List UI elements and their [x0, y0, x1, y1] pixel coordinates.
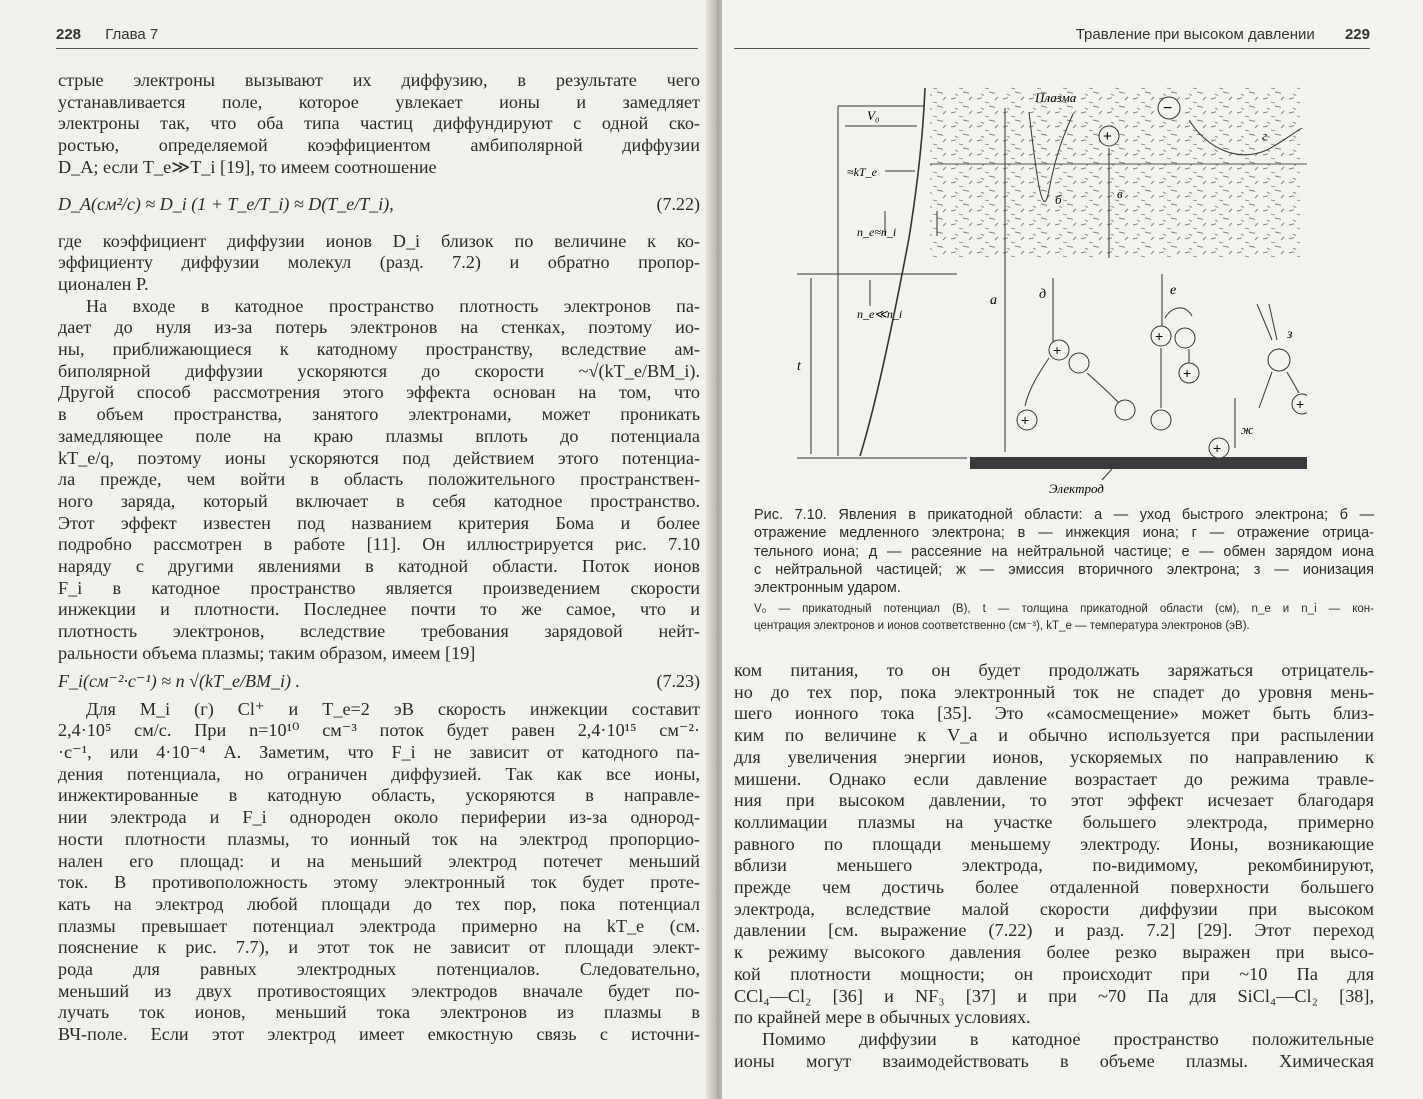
chapter-title: Глава 7 — [105, 26, 159, 43]
scatter-path-1 — [1025, 358, 1049, 406]
equation-number: (7.23) — [656, 670, 700, 691]
text-line: дает до нуля из-за потерь электронов на стенках, поэтому ио- — [58, 317, 700, 338]
exchange-arrow — [1165, 308, 1192, 318]
text-line: замедляющее поле на краю плазмы вплоть до потенциала — [58, 425, 700, 446]
text-line: ности плотности плазмы, то ионный ток на электрод пропорцио- — [58, 828, 700, 849]
negative-sign: − — [1163, 100, 1173, 117]
neutral-d-scattered — [1115, 400, 1135, 420]
text-line: электроны так, что оба типа частиц диффундируют с одной ско- — [58, 113, 700, 134]
left-page-number: 228 — [56, 26, 82, 43]
electrode-plate — [970, 457, 1307, 469]
ne-eq-label: n_e≈n_i — [857, 225, 897, 239]
label-g: г — [1262, 128, 1268, 143]
ion-z-plus: + — [1296, 396, 1305, 412]
figure-7-10 — [767, 68, 1307, 498]
label-d: д — [1039, 287, 1047, 302]
paragraph-4 — [58, 699, 700, 1046]
text-line: но до тех пор, пока электронный ток не спадет до уровня мень- — [734, 681, 1374, 702]
text-line: биполярной диффузии ускоряются до скорости ~√(kT_e/BM_i). — [58, 360, 700, 381]
equation-7-22 — [58, 179, 700, 231]
text-line: 2,4·10⁵ см/с. При n=10¹⁰ см⁻³ поток будет равен 2,4·10¹⁵ см⁻²· — [58, 720, 700, 741]
caption-line: отражение медленного электрона; в — инжекция иона; г — отражение отрица- — [754, 525, 1374, 542]
neutral-e — [1175, 328, 1195, 348]
text-line: устанавливается поле, которое увлекает ионы и замедляет — [58, 91, 700, 112]
text-line: ионы могут взаимодействовать в объеме плазмы. Химическая — [734, 1050, 1374, 1071]
left-text-block — [58, 70, 700, 1046]
text-line: пояснение к рис. 7.7), и этот ток не зависит от площади элект- — [58, 937, 700, 958]
text-line: ния при высоком давлении, то этот эффект исчезает благодаря — [734, 790, 1374, 811]
v0-label: V₀ — [867, 108, 880, 123]
text-line: Помимо диффузии в катодное пространство положительные — [762, 1028, 1374, 1049]
neutral-e-fast — [1151, 410, 1171, 430]
text-line: Другой способ рассмотрения этого эффекта основан на том, что — [58, 382, 700, 403]
text-line: плазмы превышает потенциал электрода примерно на kT_e (см. — [58, 915, 700, 936]
text-line: ционален P. — [58, 273, 149, 294]
text-line: D_A; если T_e≫T_i [19], то имеем соотношение — [58, 156, 437, 177]
caption-line: с нейтральной частицей; ж — эмиссия вторичного электрона; з — ионизация — [754, 561, 1374, 578]
text-line: ростью, определяемой коэффициентом амбиполярной диффузии — [58, 135, 700, 156]
text-line: электрода, вследствие малой скорости диффузии при высоком — [734, 898, 1374, 919]
text-line: нии электрода и F_i однороден около периферии из-за однород- — [58, 807, 700, 828]
electrode-label: Электрод — [1049, 481, 1104, 496]
section-title: Травление при высоком давлении — [1075, 26, 1315, 43]
text-line: нален его площад: и на меньший электрод потечет меньший — [58, 850, 700, 871]
equation-7-23 — [58, 665, 700, 699]
text-line: лучать ток ионов, меньший тока электронов из плазмы в — [58, 1002, 700, 1023]
paragraph-2 — [58, 231, 700, 296]
text-line: На входе в катодное пространство плотность электронов па- — [86, 295, 700, 316]
text-line: шего ионного тока [35]. Это «самосмещение» может быть близ- — [734, 703, 1374, 724]
text-line: инжектированные в катодную область, ускоряются в направле- — [58, 785, 700, 806]
caption-line: Рис. 7.10. Явления в прикатодной области: а — уход быстрого электрона; б — — [754, 507, 1374, 523]
kte-label: ≈kT_e — [847, 165, 877, 179]
text-line: равного по площади меньшему электроду. Ионы, возникающие — [734, 833, 1374, 854]
path-z-out-1 — [1259, 372, 1272, 408]
text-line: ток. В противоположность этому электронный ток будет проте- — [58, 872, 700, 893]
right-page — [722, 0, 1423, 1099]
text-line: кать на электрод любой площади до тех пор, пока потенциал — [58, 893, 700, 914]
text-line: меньший из двух противостоящих электродов вначале будет по- — [58, 980, 700, 1001]
text-line: стрые электроны вызывают их диффузию, в результате чего — [58, 70, 700, 90]
text-line: в объем пространства, занятого электронами, может проникать — [58, 404, 700, 425]
plasma-region — [930, 86, 1300, 259]
right-page-number: 229 — [1344, 26, 1370, 43]
label-b: б — [1055, 192, 1062, 207]
left-running-head — [56, 26, 698, 49]
text-line: Этот эффект известен под названием критерия Бома и более — [58, 512, 700, 533]
text-line: ла прежде, чем войти в область положительного пространствен- — [58, 469, 700, 490]
text-line: ны, приближающиеся к катодному пространству, вследствие ам- — [58, 339, 700, 360]
scatter-path-2 — [1087, 373, 1119, 403]
path-z-out-2 — [1287, 372, 1299, 393]
text-line: давлении [см. выражение (7.22) и разд. 7.2] [29]. Этот переход — [734, 920, 1374, 941]
text-line: по крайней мере в обычных условиях. — [734, 1007, 1031, 1028]
ion-d-plus: + — [1053, 342, 1062, 358]
electrode-leader — [1102, 469, 1112, 480]
text-line: F_i в катодное пространство является произведением скорости — [58, 577, 700, 598]
text-line: к режиму высокого давления более резко выражен при высо- — [734, 942, 1374, 963]
equation-number: (7.22) — [656, 193, 700, 214]
text-line: дения потенциала, но ограничен диффузией. Так как все ионы, — [58, 763, 700, 784]
ion-e-plus: + — [1155, 328, 1164, 344]
ion-plus-sign: + — [1103, 128, 1112, 145]
ne-ll-label: n_e≪n_i — [857, 307, 903, 321]
ion-zh-plus: + — [1213, 440, 1222, 456]
text-line: ральности объема плазмы; таким образом, имеем [19] — [58, 642, 476, 663]
ion-d-scattered-plus: + — [1021, 412, 1030, 428]
text-line: Для M_i (г) Cl⁺ и T_e=2 эВ скорость инжекции составит — [86, 698, 700, 719]
text-line: CCl₄—Cl₂ [36] и NF₃ [37] и при ~70 Па для SiCl₄—Cl₂ [38], — [734, 985, 1374, 1006]
text-line: для увеличения энергии ионов, ускоряемых по направлению к — [734, 746, 1374, 767]
paragraph-6 — [734, 1029, 1374, 1072]
right-text-block — [734, 660, 1374, 1072]
label-z: з — [1287, 327, 1293, 342]
label-e: е — [1170, 283, 1177, 298]
paragraph-3 — [58, 296, 700, 665]
text-line: где коэффициент диффузии ионов D_i близок по величине к ко- — [58, 230, 700, 251]
text-line: вблизи меньшего электрода, по-видимому, рекомбинируют, — [734, 855, 1374, 876]
text-line: прежде чем достичь более отдаленной поверхности большего — [734, 877, 1374, 898]
text-line: подробно рассмотрен в работе [11]. Он иллюстрируется рис. 7.10 — [58, 534, 700, 555]
text-line: инжекции и плотности. Последнее почти то же самое, что и — [58, 599, 700, 620]
formula: F_i(см⁻²·с⁻¹) ≈ n √(kT_e/BM_i) . — [58, 670, 300, 691]
paragraph-1 — [58, 70, 700, 179]
label-zh: ж — [1241, 422, 1254, 437]
formula: D_A(см²/с) ≈ D_i (1 + T_e/T_i) ≈ D(T_e/T_i), — [58, 193, 394, 214]
t-label: t — [797, 359, 801, 374]
paragraph-5 — [734, 660, 1374, 1029]
label-a: а — [990, 293, 997, 308]
text-line: плотность электронов, вследствие требования зарядовой нейт- — [58, 621, 700, 642]
text-line: ·с⁻¹, или 4·10⁻⁴ А. Заметим, что F_i не зависит от катодного па- — [58, 741, 700, 762]
text-line: наряду с другими явлениями в катодной области. Поток ионов — [58, 556, 700, 577]
text-line: мишени. Однако если давление возрастает до режима травле- — [734, 768, 1374, 789]
text-line: кой плотности мощности; он происходит при ~10 Па для — [734, 963, 1374, 984]
neutral-d — [1069, 353, 1089, 373]
ion-e-new-plus: + — [1183, 365, 1192, 381]
legend-line: центрация электронов и ионов соответственно (см⁻³), kT_e — температура электронов (эВ). — [754, 619, 1250, 632]
text-line: ВЧ-поле. Если этот электрод имеет емкостную связь с источни- — [58, 1024, 700, 1045]
caption-line: электронным ударом. — [754, 580, 901, 597]
text-line: ким по величине к V_a и обычно используется при распылении — [734, 725, 1374, 746]
legend-line: V₀ — прикатодный потенциал (В), t — толщина прикатодной области (см), n_e и n_i — кон- — [754, 603, 1374, 615]
figure-caption — [754, 506, 1374, 597]
text-line: ного заряда, который включает в себя катодное пространство. — [58, 490, 700, 511]
label-v: в — [1117, 186, 1123, 201]
text-line: коллимации плазмы на участке большего электрода, примерно — [734, 811, 1374, 832]
text-line: kT_e/q, поэтому ионы ускоряются под действием этого потенциа- — [58, 447, 700, 468]
potential-curve — [860, 88, 925, 456]
caption-line: тельного иона; д — рассеяние на нейтральной частице; е — обмен зарядом иона — [754, 543, 1374, 560]
text-line: эффициенту диффузии молекул (разд. 7.2) и обратно пропор- — [58, 252, 700, 273]
plasma-label: Плазма — [1035, 90, 1077, 105]
neutral-z — [1268, 349, 1290, 371]
text-line: ком питания, то он будет продолжать заряжаться отрицатель- — [734, 660, 1374, 680]
right-running-head — [734, 26, 1370, 49]
text-line: рода для равных электродных потенциалов. Следовательно, — [58, 959, 700, 980]
figure-legend — [754, 601, 1374, 634]
